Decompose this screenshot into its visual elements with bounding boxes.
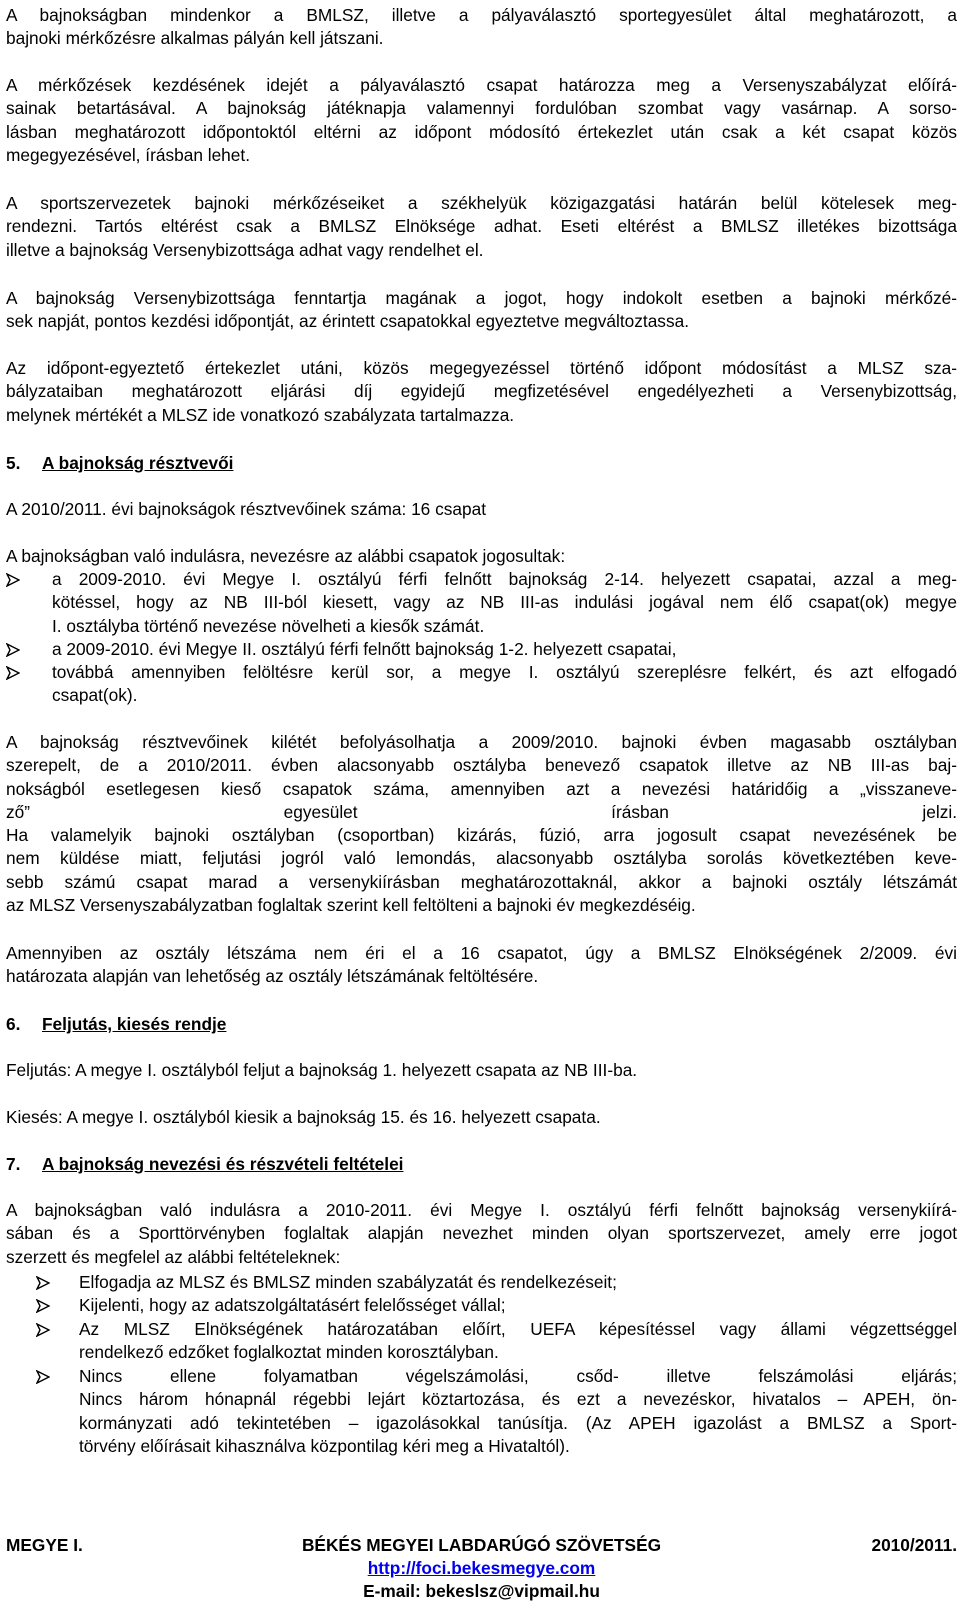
text-line: nokságból esetlegesen kieső csapatok száma, amennyiben azt a nevezési határidőig a „visszaneve- bbox=[6, 778, 957, 799]
paragraph-time-change-fee bbox=[6, 357, 957, 427]
text-line: kormányzati adó tekintetében – igazolásokkal tanúsítja. (Az APEH igazolást a BMLSZ a Sport- bbox=[79, 1412, 957, 1433]
arrow-bullet-icon bbox=[36, 1365, 66, 1390]
paragraph-fill-up bbox=[6, 942, 957, 989]
paragraph-participant-changes bbox=[6, 731, 957, 917]
text-line: rendezni. Tartós eltérést csak a BMLSZ Elnöksége adhat. Eseti eltérést a BMLSZ illetékes bizottsága bbox=[6, 216, 957, 237]
text-line: Nincs ellene folyamatban végelszámolási, csőd- illetve felszámolási eljárás; bbox=[79, 1366, 957, 1386]
list-item bbox=[6, 638, 957, 661]
list-item bbox=[6, 1318, 957, 1364]
text-line: A 2010/2011. évi bajnokságok résztvevőinek száma: 16 csapat bbox=[6, 499, 487, 519]
text-line: A sportszervezetek bajnoki mérkőzéseiket a székhelyük közigazgatási határán belül kötelesek meg- bbox=[6, 193, 957, 213]
arrow-bullet-icon bbox=[6, 568, 36, 593]
footer-website-link[interactable]: http://foci.bekesmegye.com bbox=[367, 1558, 596, 1578]
paragraph-committee-rights bbox=[6, 287, 957, 334]
text-line: megegyezésével, írásban lehet. bbox=[6, 144, 251, 165]
section-title: A bajnokság résztvevői bbox=[42, 453, 234, 473]
section-title: Feljutás, kiesés rendje bbox=[42, 1014, 227, 1034]
text-line: Amennyiben az osztály létszáma nem éri el a 16 csapatot, úgy a BMLSZ Elnökségének 2/2009. évi bbox=[6, 943, 957, 963]
arrow-bullet-icon bbox=[6, 638, 36, 663]
arrow-bullet-icon bbox=[36, 1318, 66, 1343]
text-line: a 2009-2010. évi Megye I. osztályú férfi felnőtt bajnokság 2-14. helyezett csapatai, azzal a meg- bbox=[52, 569, 957, 589]
text-line: sebb számú csapat marad a versenykiírásban meghatározottaknál, akkor a bajnoki osztály létszámát bbox=[6, 871, 957, 892]
section-number: 6. bbox=[6, 1014, 21, 1034]
text-line: bályzataiban meghatározott eljárási díj egyidejű megfizetésével engedélyezheti a Versenybizottság, bbox=[6, 381, 957, 402]
text-line: sában és a Sporttörvényben foglaltak alapján nevezhet minden olyan sportszervezet, amely erre jogot bbox=[6, 1223, 957, 1244]
paragraph-participant-count bbox=[6, 498, 957, 521]
text-line: Az időpont-egyeztető értekezlet utáni, közös megegyezéssel történő időpont módosítást a MLSZ sza- bbox=[6, 358, 957, 378]
text-line: A bajnokság résztvevőinek kilétét befolyásolhatja a 2009/2010. bajnoki évben magasabb osztályban bbox=[6, 732, 957, 752]
text-line: szerzett és megfelel az alábbi feltételeknek: bbox=[6, 1246, 341, 1267]
text-line: határozata alapján van lehetőség az osztály létszámának feltöltésére. bbox=[6, 966, 539, 987]
arrow-bullet-icon bbox=[36, 1271, 66, 1296]
text-line: szerepelt, de a 2010/2011. évben alacsonyabb osztályba benevező csapatok illetve az NB III-as baj- bbox=[6, 755, 957, 776]
arrow-bullet-icon bbox=[6, 661, 36, 686]
footer-organization: BÉKÉS MEGYEI LABDARÚGÓ SZÖVETSÉG bbox=[301, 1535, 662, 1555]
text-line: az MLSZ Versenyszabályzatban foglaltak szerint kell feltölteni a bajnoki év megkezdéséig. bbox=[6, 895, 696, 916]
text-line: lásban meghatározott időpontoktól eltérni az időpont módosító értekezlet után csak a két csapat közös bbox=[6, 121, 957, 142]
text-line: A mérkőzések kezdésének idejét a pályaválasztó csapat határozza meg a Versenyszabályzat előírá- bbox=[6, 75, 957, 95]
text-line: bajnoki mérkőzésre alkalmas pályán kell játszani. bbox=[6, 28, 384, 49]
paragraph-pitch-rules bbox=[6, 4, 957, 51]
section-title: A bajnokság nevezési és részvételi feltételei bbox=[42, 1154, 404, 1174]
list-item bbox=[6, 568, 957, 638]
section-number: 7. bbox=[6, 1154, 21, 1174]
paragraph-entry-conditions bbox=[6, 1199, 957, 1269]
text-line: Nincs három hónapnál régebbi lejárt köztartozása, és ezt a nevezéskor, hivatalos – APEH, ön- bbox=[79, 1389, 957, 1410]
text-line: A bajnokságban való indulásra, nevezésre az alábbi csapatok jogosultak: bbox=[6, 546, 566, 566]
footer-season: 2010/2011. bbox=[871, 1535, 957, 1555]
text-line: sek napját, pontos kezdési időpontját, az érintett csapatokkal egyeztetve megváltoztassa. bbox=[6, 311, 690, 332]
text-line: a 2009-2010. évi Megye II. osztályú férfi felnőtt bajnokság 1-2. helyezett csapatai, bbox=[52, 639, 677, 659]
text-line: Kiesés: A megye I. osztályból kiesik a bajnokság 15. és 16. helyezett csapata. bbox=[6, 1107, 601, 1127]
footer-email[interactable]: E-mail: bekeslsz@vipmail.hu bbox=[363, 1581, 600, 1601]
list-item bbox=[6, 1271, 957, 1294]
text-line: Elfogadja az MLSZ és BMLSZ minden szabályzatát és rendelkezéseit; bbox=[79, 1272, 617, 1292]
text-line: ző” egyesület írásban jelzi. bbox=[6, 801, 957, 822]
text-line: továbbá amennyiben felöltésre kerül sor, a megye I. osztályú szereplésre felkért, és azt elfogadó bbox=[52, 662, 957, 682]
paragraph-promotion bbox=[6, 1059, 957, 1082]
footer-league: MEGYE I. bbox=[6, 1535, 83, 1555]
text-line: sainak betartásával. A bajnokság játéknapja valamennyi fordulóban szombat vagy vasárnap. A sorso- bbox=[6, 98, 957, 119]
text-line: illetve a bajnokság Versenybizottsága adhat vagy rendelhet el. bbox=[6, 239, 484, 260]
text-line: Kijelenti, hogy az adatszolgáltatásért felelősséget vállal; bbox=[79, 1295, 506, 1315]
text-line: Az MLSZ Elnökségének határozatában előírt, UEFA képesítéssel vagy állami végzettséggel bbox=[79, 1319, 957, 1339]
section-heading-5 bbox=[6, 452, 233, 475]
text-line: törvény előírásait kihasználva központilag kéri meg a Hivataltól). bbox=[79, 1435, 570, 1456]
list-item bbox=[6, 1365, 957, 1459]
text-line: csapat(ok). bbox=[52, 685, 138, 706]
paragraph-home-venue bbox=[6, 192, 957, 262]
list-item bbox=[6, 1294, 957, 1317]
text-line: melynek mértékét a MLSZ ide vonatkozó szabályzata tartalmazza. bbox=[6, 404, 515, 425]
text-line: Ha valamelyik bajnoki osztályban (csoportban) kizárás, fúzió, arra jogosult csapat nevezésének be bbox=[6, 825, 957, 846]
text-line: A bajnokság Versenybizottsága fenntartja magának a jogot, hogy indokolt esetben a bajnoki mérkőzé- bbox=[6, 288, 957, 308]
section-heading-6 bbox=[6, 1013, 226, 1036]
text-line: I. osztályba történő nevezése növelheti a kiesők számát. bbox=[52, 615, 485, 636]
paragraph-relegation bbox=[6, 1106, 957, 1129]
text-line: A bajnokságban mindenkor a BMLSZ, illetve a pályaválasztó sportegyesület által meghatározott, a bbox=[6, 5, 957, 25]
section-heading-7 bbox=[6, 1153, 403, 1176]
text-line: Feljutás: A megye I. osztályból feljut a bajnokság 1. helyezett csapata az NB III-ba. bbox=[6, 1060, 638, 1080]
arrow-bullet-icon bbox=[36, 1294, 66, 1319]
section-number: 5. bbox=[6, 453, 21, 473]
text-line: kötéssel, hogy az NB III-ból kiesett, vagy az NB III-as indulási jogával nem élő csapat(ok) megye bbox=[52, 592, 957, 613]
page-footer bbox=[6, 1534, 957, 1616]
paragraph-eligible-intro bbox=[6, 545, 957, 568]
paragraph-match-time bbox=[6, 74, 957, 167]
text-line: nem küldése miatt, feljutási jogról való lemondás, alacsonyabb osztályba sorolás következtében keve- bbox=[6, 848, 957, 869]
text-line: rendelkező edzőket foglalkoztat minden korosztályban. bbox=[79, 1342, 499, 1363]
text-line: A bajnokságban való indulásra a 2010-2011. évi Megye I. osztályú férfi felnőtt bajnokság versenykiírá- bbox=[6, 1200, 957, 1220]
list-item bbox=[6, 661, 957, 707]
